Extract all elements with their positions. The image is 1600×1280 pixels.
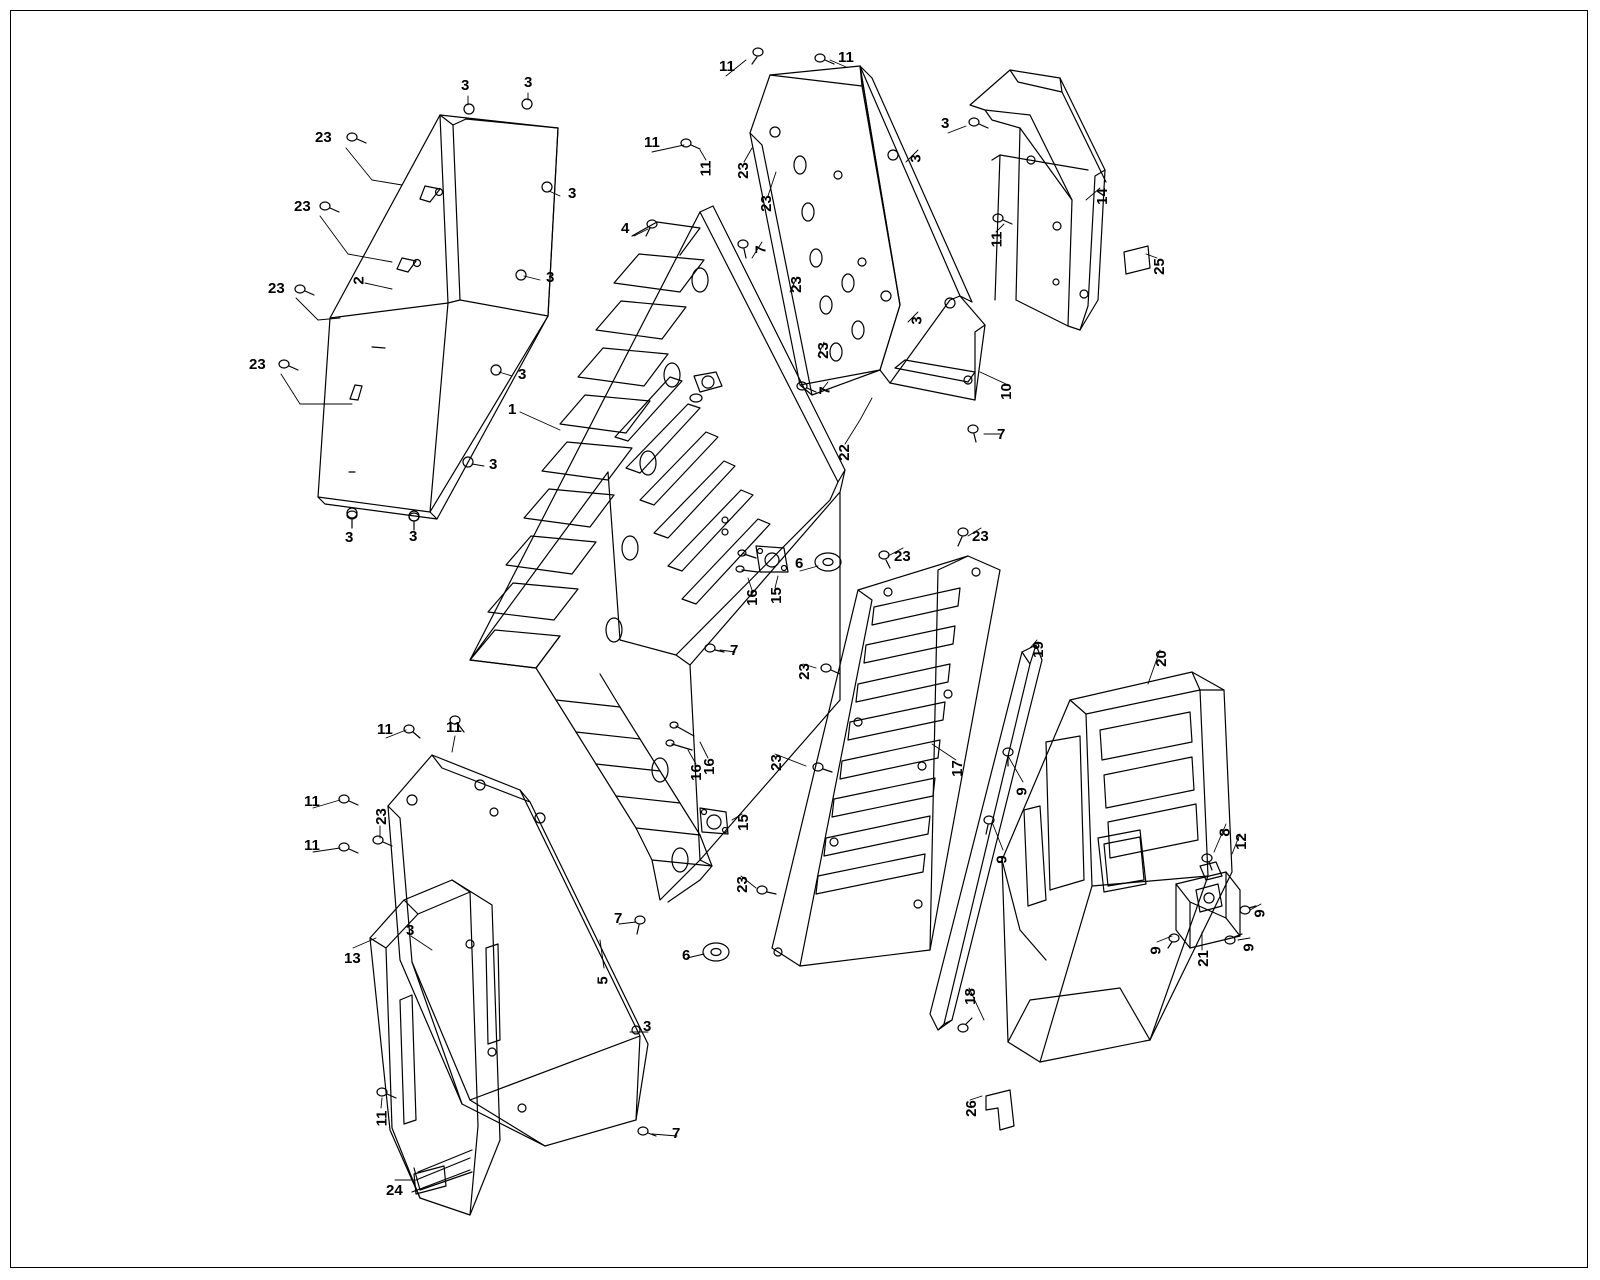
callout-number: 23 bbox=[787, 276, 805, 293]
part-5-lower-left-panel bbox=[388, 755, 648, 1146]
leader-lines bbox=[281, 60, 1261, 1180]
callout-number: 15 bbox=[767, 587, 785, 604]
callout-number: 16 bbox=[743, 589, 761, 606]
part-16-bolt-b bbox=[736, 566, 758, 572]
callout-number: 17 bbox=[948, 760, 966, 777]
callout-number: 11 bbox=[988, 231, 1006, 248]
callout-number: 3 bbox=[908, 316, 926, 325]
callout-number: 5 bbox=[594, 976, 612, 985]
callout-number: 23 bbox=[268, 280, 285, 297]
part-16-bolt-d bbox=[666, 740, 692, 750]
callout-number: 3 bbox=[518, 366, 527, 383]
callout-number: 3 bbox=[406, 922, 415, 939]
callout-number: 11 bbox=[373, 1110, 391, 1127]
callout-number: 8 bbox=[1216, 828, 1234, 837]
callout-number: 3 bbox=[524, 74, 533, 91]
callout-number: 25 bbox=[1150, 258, 1168, 275]
callout-number: 9 bbox=[1013, 787, 1031, 796]
callout-number: 23 bbox=[315, 129, 332, 146]
callout-number: 3 bbox=[907, 154, 925, 163]
callout-number: 1 bbox=[508, 401, 517, 418]
callout-number: 23 bbox=[972, 528, 989, 545]
callout-number: 6 bbox=[795, 555, 804, 572]
part-right-outer-panel bbox=[860, 66, 985, 400]
callout-number: 7 bbox=[997, 426, 1006, 443]
part-16-bolt-a bbox=[738, 550, 756, 558]
callout-number: 11 bbox=[304, 837, 320, 854]
part-2-side-panel bbox=[318, 99, 558, 521]
callout-number: 14 bbox=[1093, 188, 1111, 205]
callout-number: 23 bbox=[894, 548, 911, 565]
callout-number: 11 bbox=[697, 160, 715, 177]
part-14-fender bbox=[970, 70, 1150, 330]
callout-number: 22 bbox=[835, 444, 853, 461]
callout-number: 11 bbox=[838, 49, 854, 66]
callout-number: 2 bbox=[350, 276, 368, 285]
part-16-bolt-c bbox=[670, 722, 694, 736]
callout-number: 26 bbox=[962, 1100, 980, 1117]
callout-number: 3 bbox=[941, 115, 950, 132]
callout-number: 23 bbox=[249, 356, 266, 373]
part-15-plate-lower bbox=[700, 808, 728, 834]
callout-number: 7 bbox=[672, 1125, 681, 1142]
callout-number: 21 bbox=[1194, 950, 1212, 967]
part-20-tailgate bbox=[1002, 672, 1232, 1062]
callout-number: 9 bbox=[1251, 909, 1269, 918]
part-13-lower-fender bbox=[370, 880, 500, 1215]
callout-number: 7 bbox=[614, 910, 623, 927]
callout-number: 13 bbox=[344, 950, 361, 967]
callout-number: 6 bbox=[682, 947, 691, 964]
callout-number: 9 bbox=[1147, 946, 1165, 955]
callout-number: 9 bbox=[993, 855, 1011, 864]
callout-number: 12 bbox=[1232, 833, 1250, 850]
callout-number: 23 bbox=[294, 198, 311, 215]
part-4-clip bbox=[690, 372, 722, 402]
callout-number: 16 bbox=[687, 764, 705, 781]
callout-number: 3 bbox=[568, 185, 577, 202]
callout-number: 3 bbox=[643, 1018, 652, 1035]
callout-number: 23 bbox=[757, 195, 775, 212]
callout-number: 24 bbox=[386, 1182, 403, 1199]
part-6-washer-lower bbox=[703, 943, 729, 961]
callout-number: 23 bbox=[733, 876, 751, 893]
callout-number: 11 bbox=[377, 721, 393, 738]
callout-number: 23 bbox=[795, 663, 813, 680]
callout-number: 23 bbox=[372, 808, 390, 825]
callout-number: 11 bbox=[719, 58, 735, 75]
part-6-washer-upper bbox=[815, 553, 841, 571]
callout-number: 23 bbox=[767, 754, 785, 771]
callout-number: 18 bbox=[961, 988, 979, 1005]
callout-number: 3 bbox=[409, 528, 418, 545]
callout-number: 7 bbox=[730, 642, 739, 659]
callout-number: 11 bbox=[446, 719, 462, 736]
callout-number: 3 bbox=[546, 269, 555, 286]
part-26-bracket bbox=[986, 1090, 1014, 1130]
callout-number: 3 bbox=[489, 456, 498, 473]
callout-number: 10 bbox=[997, 383, 1015, 400]
callout-number: 15 bbox=[734, 814, 752, 831]
callout-number: 7 bbox=[816, 386, 834, 395]
callout-number: 23 bbox=[814, 342, 832, 359]
callout-number: 11 bbox=[644, 134, 660, 151]
callout-number: 3 bbox=[461, 77, 470, 94]
callout-number: 7 bbox=[752, 245, 770, 254]
callout-number: 20 bbox=[1152, 650, 1170, 667]
callout-number: 11 bbox=[304, 793, 320, 810]
callout-number: 3 bbox=[345, 529, 354, 546]
callout-number: 9 bbox=[1240, 943, 1258, 952]
callout-number: 19 bbox=[1029, 641, 1047, 658]
callout-number: 4 bbox=[621, 220, 630, 237]
callout-number: 16 bbox=[700, 758, 718, 775]
callout-number: 23 bbox=[734, 162, 752, 179]
